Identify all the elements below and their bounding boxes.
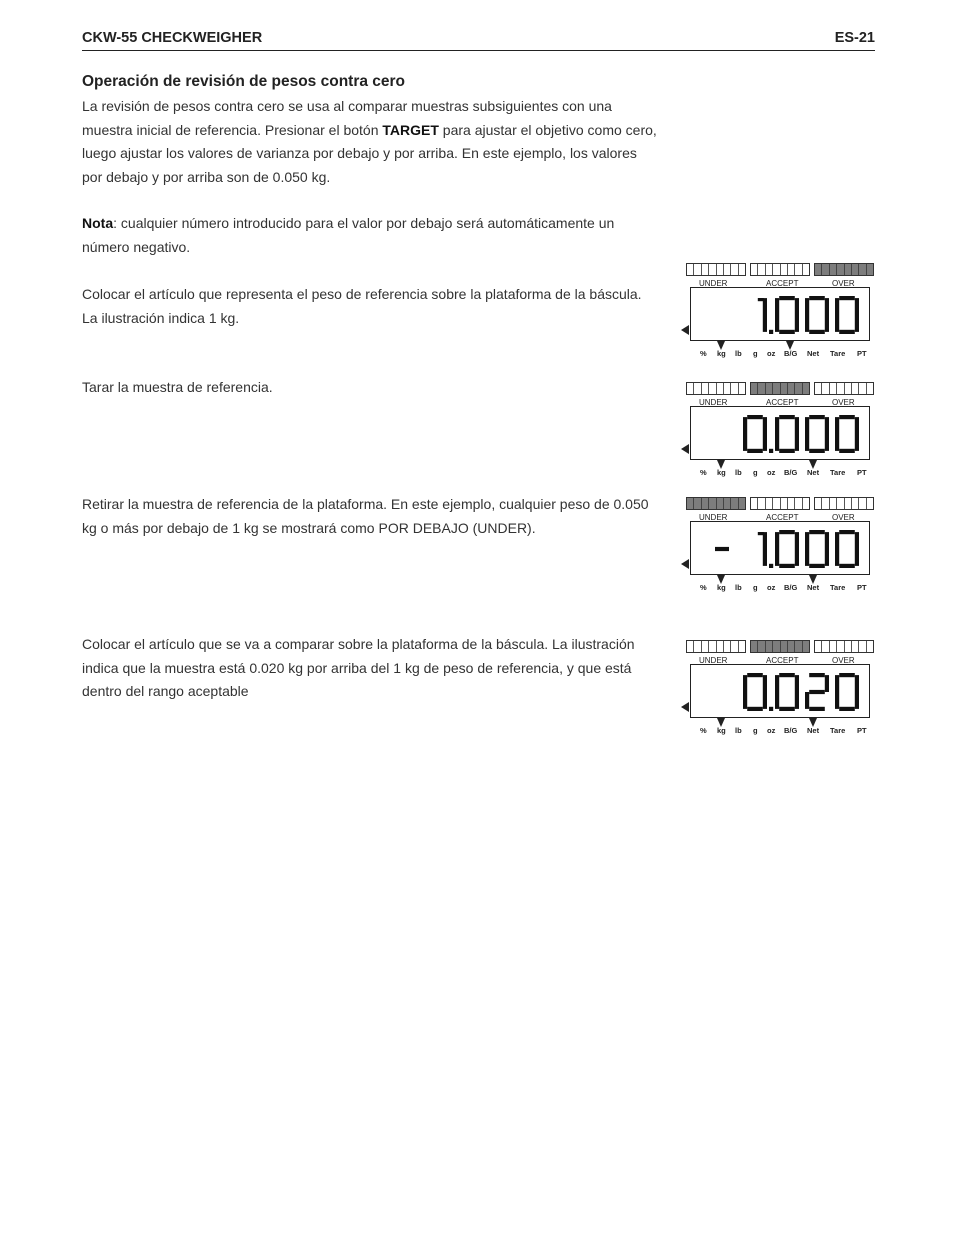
unit-indicator-row [700,468,872,480]
step-1-text: Colocar el artículo que representa el peso de referencia sobre la plataforma de la báscula. La ilustración indica 1 kg. [82,286,642,326]
unit-label: g [753,468,758,477]
zone-label-over: OVER [832,513,855,522]
unit-label: g [753,349,758,358]
lcd-digit [805,673,829,711]
decimal-point [769,449,773,453]
bargraph-under-zone [686,497,746,510]
section-title: Operación de revisión de pesos contra cero [82,73,406,90]
zone-label-accept: ACCEPT [766,656,799,665]
lcd-digit [775,530,799,568]
note-paragraph: Nota: cualquier número introducido para el valor por debajo será automáticamente un número negativo. [82,215,615,255]
unit-label: oz [767,726,776,735]
unit-label: Net [807,726,820,735]
decimal-point [769,564,773,568]
unit-label: B/G [784,349,798,358]
unit-label: Net [807,468,820,477]
zone-label-under: UNDER [699,656,728,665]
zone-label-over: OVER [832,656,855,665]
lcd-readout [690,287,870,341]
bargraph-over-zone [814,497,874,510]
lcd-digit [758,532,767,566]
step-2-text: Tarar la muestra de referencia. [82,379,273,395]
scale-display-3 [684,497,876,609]
zone-label-accept: ACCEPT [766,513,799,522]
unit-label: % [700,349,707,358]
lcd-digit [835,673,859,711]
lcd-digits [691,522,871,576]
lcd-digits [691,407,871,461]
lcd-digit [775,673,799,711]
intro-line: por debajo y por arriba son de 0.050 kg. [82,168,331,185]
unit-label: lb [735,349,742,358]
bargraph-over-zone [814,640,874,653]
left-arrow-icon [681,559,689,569]
unit-label: B/G [784,468,798,477]
bargraph-under-zone [686,263,746,276]
bargraph-accept-zone [750,263,810,276]
bargraph-over-zone [814,263,874,276]
bargraph-accept-zone [750,382,810,395]
zone-label-accept: ACCEPT [766,279,799,288]
unit-label: PT [857,349,867,358]
unit-label: kg [717,468,726,477]
lcd-digit [835,296,859,334]
left-arrow-icon [681,702,689,712]
minus-sign [715,547,729,551]
unit-label: B/G [784,583,798,592]
unit-label: g [753,583,758,592]
unit-label: Tare [830,583,846,592]
lcd-digit [805,415,829,453]
lcd-digit [835,415,859,453]
indicator-pointer-icon [717,718,725,727]
bargraph-accept-zone [750,640,810,653]
unit-indicator-row [700,349,872,361]
unit-label: lb [735,583,742,592]
scale-display-1 [684,263,876,375]
indicator-pointer-icon [717,341,725,350]
note-label: Nota [82,215,114,231]
indicator-pointer-icon [809,718,817,727]
unit-label: Tare [830,726,846,735]
zone-label-under: UNDER [699,513,728,522]
lcd-digit [743,415,767,453]
step-3-text: Retirar la muestra de referencia de la plataforma. En este ejemplo, cualquier peso de 0.050 kg o más por debajo de 1 kg se mostrará como POR DEBAJO (UNDER). [82,496,649,536]
manual-title: CKW-55 CHECKWEIGHER [82,30,263,46]
indicator-pointer-icon [786,341,794,350]
lcd-digit [758,298,767,332]
unit-label: Net [807,583,820,592]
zone-label-under: UNDER [699,279,728,288]
unit-label: kg [717,726,726,735]
intro-paragraph [82,95,669,189]
unit-label: g [753,726,758,735]
zone-label-accept: ACCEPT [766,398,799,407]
unit-label: oz [767,349,776,358]
indicator-pointer-icon [717,575,725,584]
decimal-point [769,707,773,711]
bargraph [686,640,874,654]
lcd-digit [805,530,829,568]
lcd-readout [690,521,870,575]
unit-label: % [700,726,707,735]
left-arrow-icon [681,325,689,335]
unit-label: PT [857,583,867,592]
lcd-digits [691,288,871,342]
unit-label: oz [767,583,776,592]
unit-label: lb [735,468,742,477]
lcd-digit [775,296,799,334]
lcd-readout [690,406,870,460]
bargraph-under-zone [686,640,746,653]
unit-label: kg [717,583,726,592]
bargraph-over-zone [814,382,874,395]
lcd-digit [775,415,799,453]
bargraph [686,382,874,396]
indicator-pointer-icon [717,460,725,469]
unit-indicator-row [700,726,872,738]
unit-label: oz [767,468,776,477]
intro-line: luego ajustar los valores de varianza por debajo y por arriba. En este ejemplo, los valores [82,145,637,161]
unit-label: % [700,583,707,592]
zone-label-over: OVER [832,279,855,288]
lcd-digits [691,665,871,719]
unit-label: lb [735,726,742,735]
step-4-text: Colocar el artículo que se va a comparar sobre la plataforma de la báscula. La ilustración indica que la muestra está 0.020 kg por arriba del 1 kg de peso de referencia, y que está dentro del rango aceptable [82,636,635,699]
unit-label: % [700,468,707,477]
page-number: ES-21 [834,30,875,46]
intro-line: muestra inicial de referencia. Presionar el botón TARGET para ajustar el objetivo como cero, [82,121,657,138]
bargraph [686,497,874,511]
lcd-readout [690,664,870,718]
unit-label: kg [717,349,726,358]
lcd-digit [743,673,767,711]
zone-label-under: UNDER [699,398,728,407]
unit-indicator-row [700,583,872,595]
unit-label: Tare [830,349,846,358]
intro-line: La revisión de pesos contra cero se usa al comparar muestras subsiguientes con una [82,98,612,114]
lcd-digit [805,296,829,334]
bargraph-accept-zone [750,497,810,510]
left-arrow-icon [681,444,689,454]
zone-label-over: OVER [832,398,855,407]
unit-label: PT [857,468,867,477]
target-keyword: TARGET [382,121,439,138]
decimal-point [769,330,773,334]
scale-display-4 [684,640,876,752]
page-header [82,28,875,51]
indicator-pointer-icon [809,460,817,469]
bargraph-under-zone [686,382,746,395]
lcd-digit [835,530,859,568]
bargraph [686,263,874,277]
unit-label: PT [857,726,867,735]
unit-label: Net [807,349,820,358]
scale-display-2 [684,382,876,494]
indicator-pointer-icon [809,575,817,584]
unit-label: Tare [830,468,846,477]
unit-label: B/G [784,726,798,735]
